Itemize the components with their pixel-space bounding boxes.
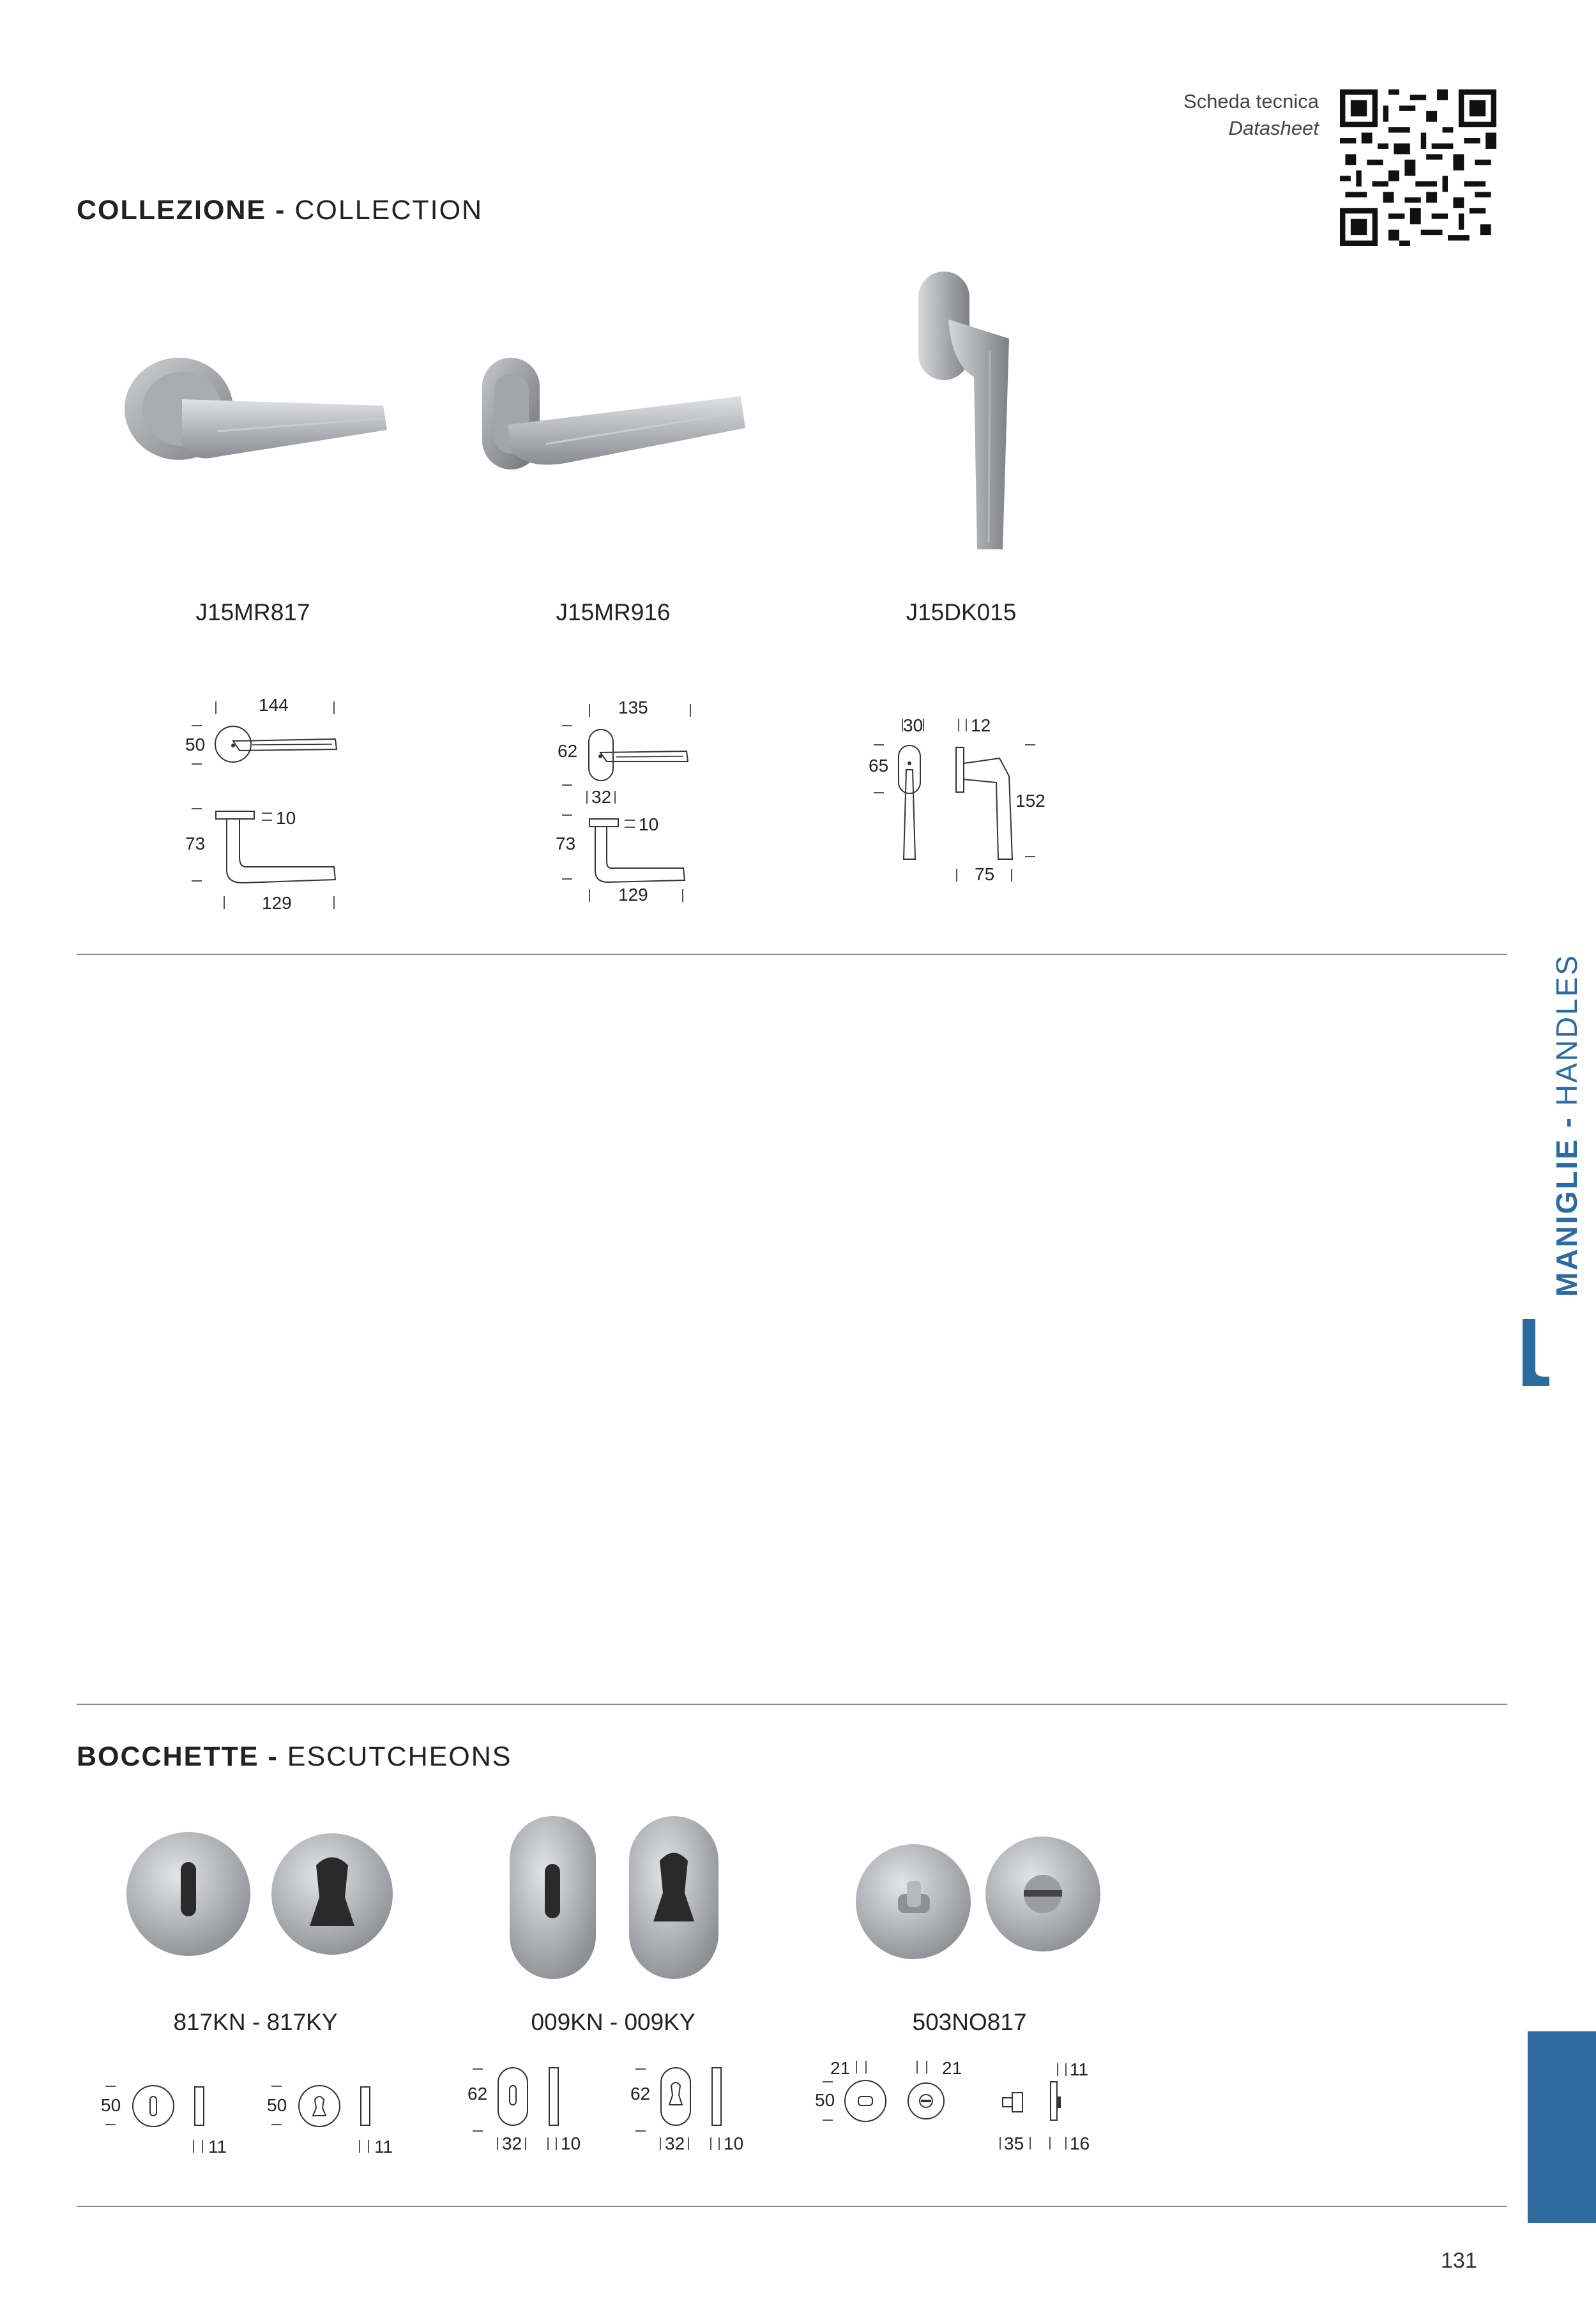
dim-thickness: 10 [561,2134,581,2153]
round-escutcheons-image [125,1830,399,1958]
dim-rose-thickness: 10 [276,808,296,828]
brand-logo-icon [1521,1319,1551,1386]
privacy-lock-image [855,1843,1110,1964]
oval-cylinder-outline [660,2066,736,2130]
collection-title-bold: COLLEZIONE - [77,195,295,225]
dim-thickness: 11 [374,2137,393,2157]
oval-escutcheons-image [508,1813,725,1985]
dim-width: 75 [975,864,995,884]
handle-top-outline [589,826,697,890]
window-handle-front-outline [897,744,929,866]
qr-code-icon[interactable] [1340,89,1496,246]
dim-height: 152 [1015,791,1045,811]
dim-thickness: 11 [208,2137,227,2157]
dim-thickness: 10 [724,2134,744,2153]
handle-top-outline [220,819,348,889]
dim-thickness-bottom: 16 [1070,2134,1090,2153]
product-code-2: J15MR916 [556,599,671,625]
escutcheon-code-3: 503NO817 [912,2009,1027,2035]
dim-width-bottom: 129 [618,885,648,905]
dim-rose-width: 32 [591,787,612,807]
product-code-3: J15DK015 [906,599,1017,625]
handle-front-outline [588,728,696,786]
keyhole-escutcheon-outline [131,2084,220,2128]
divider [77,1704,1507,1705]
lever-handle-round-rose-image [121,355,390,470]
escutcheons-title [77,1741,512,1773]
handle-front-outline [214,725,342,770]
dim-height: 62 [467,2084,488,2104]
dim-height: 62 [630,2084,651,2104]
dim-width-top: 144 [259,695,289,715]
dim-projection: 73 [556,834,576,853]
divider [77,954,1507,955]
escutcheon-code-2: 009KN - 009KY [531,2009,695,2035]
product-code-1: J15MR817 [195,599,310,625]
collection-title-light: COLLECTION [294,195,483,225]
dim-rose-diameter: 50 [185,735,206,754]
datasheet-caption [1183,88,1319,142]
dim-knob: 21 [830,2058,851,2078]
dim-rose-thickness: 10 [639,814,659,834]
dim-rose-height: 62 [558,741,578,761]
oval-keyhole-outline [497,2066,574,2130]
cylinder-escutcheon-outline [297,2084,386,2128]
dim-thickness-top: 11 [1070,2059,1089,2079]
datasheet-label-it: Scheda tecnica [1183,90,1319,112]
window-handle-image [913,268,1054,556]
side-title-light: HANDLES [1550,953,1583,1106]
dim-projection: 73 [185,834,206,853]
privacy-set-outline [843,2079,1098,2130]
section-tab-marker [1528,2031,1596,2223]
dim-width: 32 [665,2134,685,2153]
escutcheons-title-bold: BOCCHETTE - [77,1741,287,1772]
dim-diameter: 50 [101,2095,121,2115]
dim-diameter: 50 [815,2090,835,2110]
side-section-title [1549,954,1584,1297]
divider [77,2206,1507,2207]
collection-title [77,195,483,226]
dim-width-top: 135 [618,698,648,717]
dim-rose-width: 30 [903,715,923,735]
dim-width: 35 [1004,2134,1024,2153]
dim-width: 32 [502,2134,522,2153]
dim-knob: 21 [942,2058,962,2078]
escutcheon-code-1: 817KN - 817KY [173,2009,338,2035]
datasheet-label-en: Datasheet [1228,117,1319,139]
dim-rose-thickness: 12 [971,715,991,735]
dim-diameter: 50 [267,2095,287,2115]
dim-rose-height: 65 [869,756,889,775]
lever-handle-oval-rose-image [482,355,750,470]
escutcheons-title-light: ESCUTCHEONS [287,1741,512,1772]
page-number: 131 [1441,2249,1477,2273]
dim-width-bottom: 129 [262,893,292,913]
window-handle-side-outline [955,744,1019,866]
side-title-bold: MANIGLIE - [1550,1106,1583,1297]
